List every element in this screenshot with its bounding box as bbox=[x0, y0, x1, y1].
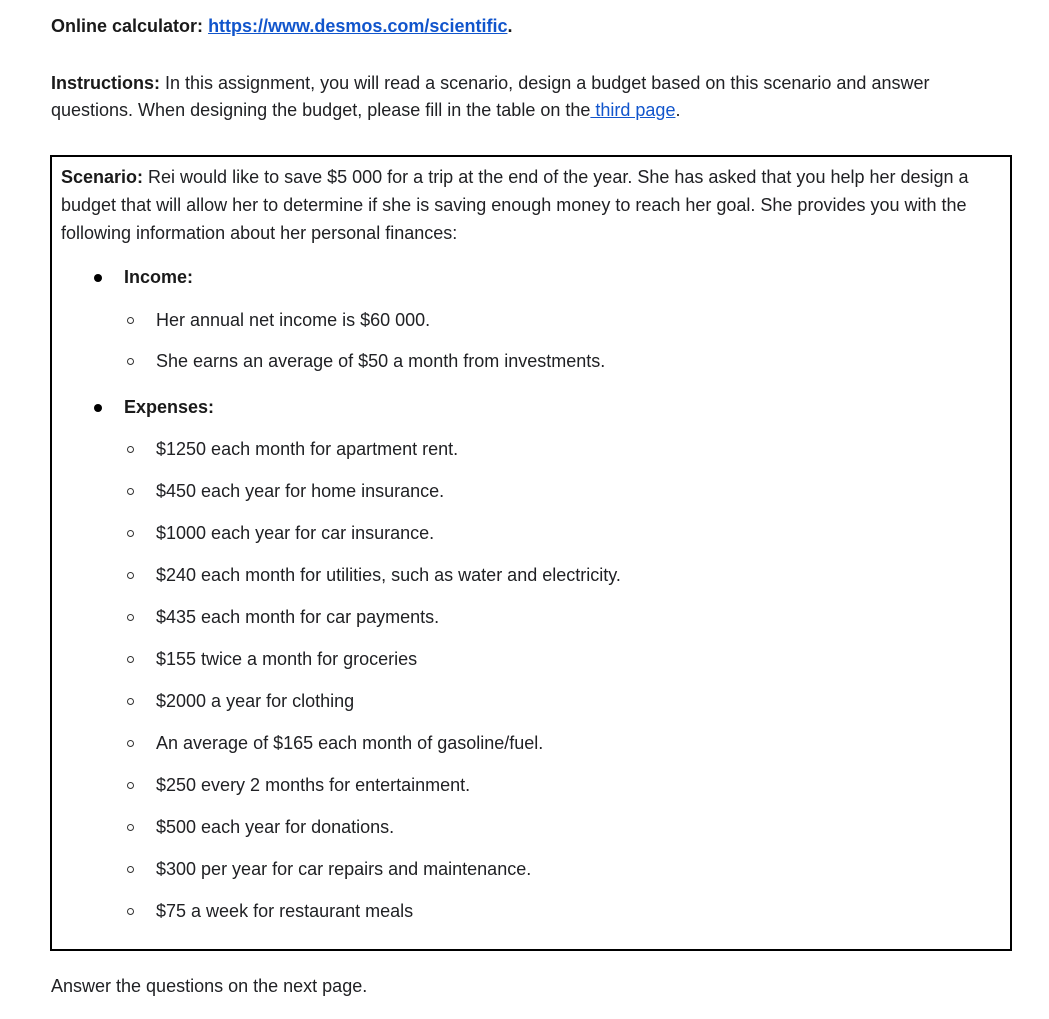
expense-item-text: $500 each year for donations. bbox=[156, 817, 395, 837]
scenario-box bbox=[50, 155, 1012, 951]
income-item-text: Her annual net income is $60 000. bbox=[156, 310, 431, 330]
circle-bullet-icon bbox=[127, 358, 134, 365]
expense-item-text: $155 twice a month for groceries bbox=[156, 649, 418, 669]
expense-item-text: An average of $165 each month of gasoline/fuel. bbox=[156, 733, 544, 753]
calculator-line bbox=[51, 16, 512, 37]
circle-bullet-icon bbox=[127, 866, 134, 873]
circle-bullet-icon bbox=[127, 572, 134, 579]
expense-item-text: $1000 each year for car insurance. bbox=[156, 523, 435, 543]
expense-item-text: $75 a week for restaurant meals bbox=[156, 901, 414, 921]
circle-bullet-icon bbox=[127, 446, 134, 453]
expenses-label: Expenses: bbox=[124, 397, 215, 417]
circle-bullet-icon bbox=[127, 488, 134, 495]
third-page-link[interactable]: third page bbox=[590, 100, 676, 120]
footer-text: Answer the questions on the next page. bbox=[51, 976, 368, 996]
bullet-dot-icon bbox=[94, 404, 102, 412]
circle-bullet-icon bbox=[127, 740, 134, 747]
expense-item-text: $300 per year for car repairs and maintenance. bbox=[156, 859, 532, 879]
circle-bullet-icon bbox=[127, 614, 134, 621]
circle-bullet-icon bbox=[127, 317, 134, 324]
circle-bullet-icon bbox=[127, 824, 134, 831]
circle-bullet-icon bbox=[127, 656, 134, 663]
calculator-period: . bbox=[507, 16, 513, 36]
expense-item-text: $240 each month for utilities, such as water and electricity. bbox=[156, 565, 621, 585]
scenario-label: Scenario: bbox=[61, 167, 144, 187]
instructions-period: . bbox=[675, 100, 681, 120]
desmos-link[interactable]: https://www.desmos.com/scientific bbox=[208, 16, 508, 36]
calculator-label: Online calculator: bbox=[51, 16, 204, 36]
circle-bullet-icon bbox=[127, 698, 134, 705]
instructions-paragraph bbox=[51, 70, 1011, 124]
circle-bullet-icon bbox=[127, 908, 134, 915]
instructions-label: Instructions: bbox=[51, 73, 161, 93]
expense-item-text: $435 each month for car payments. bbox=[156, 607, 440, 627]
expense-item-text: $2000 a year for clothing bbox=[156, 691, 355, 711]
expense-item-text: $1250 each month for apartment rent. bbox=[156, 439, 459, 459]
instructions-text: In this assignment, you will read a scenario, design a budget based on this scenario and answer questions. When designing the budget, please fill in the table on the bbox=[51, 73, 930, 120]
circle-bullet-icon bbox=[127, 782, 134, 789]
income-item-text: She earns an average of $50 a month from investments. bbox=[156, 351, 606, 371]
scenario-paragraph bbox=[61, 163, 991, 247]
expense-item-text: $250 every 2 months for entertainment. bbox=[156, 775, 471, 795]
bullet-dot-icon bbox=[94, 274, 102, 282]
expense-item-text: $450 each year for home insurance. bbox=[156, 481, 445, 501]
income-label: Income: bbox=[124, 267, 194, 287]
scenario-text: Rei would like to save $5 000 for a trip at the end of the year. She has asked that you help her design a budget that will allow her to determine if she is saving enough money to reach her goal. She provides you with the following information about her personal finances: bbox=[61, 167, 969, 243]
circle-bullet-icon bbox=[127, 530, 134, 537]
